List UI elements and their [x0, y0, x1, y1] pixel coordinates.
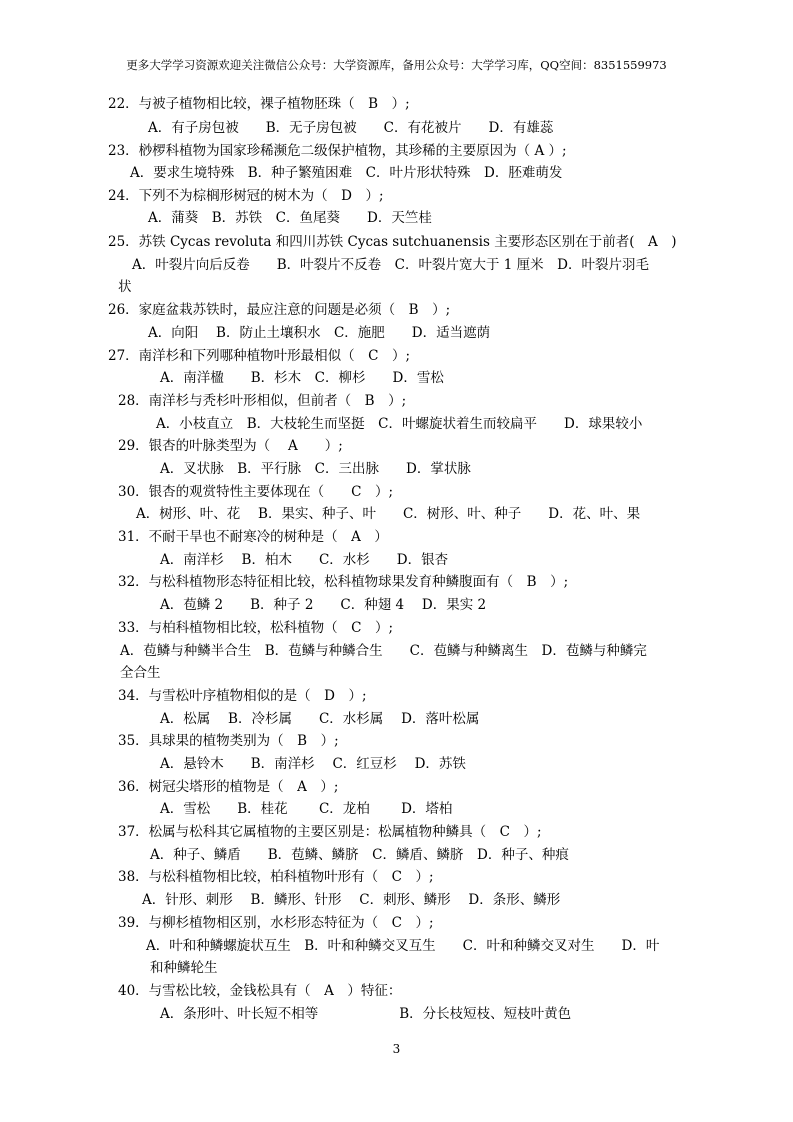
question-25-options: A．叶裂片向后反卷 B．叶裂片不反卷 C．叶裂片宽大于 1 厘米 D．叶裂片羽毛	[132, 257, 649, 273]
question-22: 22．与被子植物相比较，裸子植物胚珠（ B ）;	[108, 96, 410, 112]
question-33: 33．与柏科植物相比较，松科植物（ C ）;	[118, 620, 394, 636]
question-26: 26．家庭盆栽苏铁时，最应注意的问题是必须（ B ）;	[108, 302, 451, 318]
question-24-options: A．蒲葵 B．苏铁 C．鱼尾葵 D．天竺桂	[148, 210, 432, 226]
question-32-options: A．苞鳞 2 B．种子 2 C．种翅 4 D．果实 2	[160, 597, 487, 613]
question-31-options: A．南洋杉 B．柏木 C．水杉 D．银杏	[160, 552, 449, 568]
question-27-options: A．南洋楹 B．杉木 C．柳杉 D．雪松	[160, 370, 444, 386]
question-22-options: A．有子房包被 B．无子房包被 C．有花被片 D．有雄蕊	[148, 120, 554, 136]
question-38: 38．与松科植物相比较，柏科植物叶形有（ C ）;	[118, 869, 434, 885]
question-34: 34．与雪松叶序植物相似的是（ D ）;	[118, 688, 367, 704]
question-31: 31．不耐干旱也不耐寒冷的树种是（ A ）	[118, 529, 388, 545]
question-24: 24．下列不为棕榈形树冠的树木为（ D ）;	[108, 188, 384, 204]
question-34-options: A．松属 B．冷杉属 C．水杉属 D．落叶松属	[160, 711, 480, 727]
question-38-options: A．针形、刺形 B．鳞形、针形 C．刺形、鳞形 D．条形、鳞形	[142, 892, 561, 908]
question-39-options-cont: 和种鳞轮生	[150, 960, 218, 976]
question-29-options: A．叉状脉 B．平行脉 C．三出脉 D．掌状脉	[160, 461, 471, 477]
page-number: 3	[392, 1042, 401, 1056]
question-39: 39．与柳杉植物相区别，水杉形态特征为（ C ）;	[118, 915, 434, 931]
question-26-options: A．向阳 B．防止土壤积水 C．施肥 D．适当遮荫	[148, 325, 491, 341]
question-25-options-cont: 状	[118, 279, 132, 295]
question-40-options: A．条形叶、叶长短不相等 B．分长枝短枝、短枝叶黄色	[160, 1006, 572, 1022]
question-35: 35．具球果的植物类别为（ B ）;	[118, 733, 339, 749]
question-32: 32．与松科植物形态特征相比较，松科植物球果发育种鳞腹面有（ B ）;	[118, 574, 569, 590]
question-28-options: A．小枝直立 B．大枝轮生而坚挺 C．叶螺旋状着生而较扁平 D．球果较小	[156, 416, 643, 432]
question-39-options: A．叶和种鳞螺旋状互生 B．叶和种鳞交叉互生 C．叶和种鳞交叉对生 D．叶	[146, 938, 660, 954]
question-36-options: A．雪松 B．桂花 C．龙柏 D．塔柏	[160, 801, 453, 817]
question-35-options: A．悬铃木 B．南洋杉 C．红豆杉 D．苏铁	[160, 756, 466, 772]
question-36: 36．树冠尖塔形的植物是（ A ）;	[118, 779, 339, 795]
question-40: 40．与雪松比较，金钱松具有（ A ）特征：	[118, 983, 402, 999]
question-30: 30．银杏的观赏特性主要体现在（ C ）;	[118, 484, 394, 500]
question-30-options: A．树形、叶、花 B．果实、种子、叶 C．树形、叶、种子 D．花、叶、果	[136, 506, 641, 522]
question-37: 37．松属与松科其它属植物的主要区别是：松属植物种鳞具（ C ）;	[118, 824, 542, 840]
question-23-options: A．要求生境特殊 B．种子繁殖困难 C．叶片形状特殊 D．胚难萌发	[130, 165, 563, 181]
question-23: 23．桫椤科植物为国家珍稀濒危二级保护植物，其珍稀的主要原因为（ A ）;	[108, 143, 567, 159]
question-37-options: A．种子、鳞盾 B．苞鳞、鳞脐 C．鳞盾、鳞脐 D．种子、种痕	[150, 847, 569, 863]
question-29: 29．银杏的叶脉类型为（ A ）;	[118, 438, 343, 454]
question-33-options: A．苞鳞与种鳞半合生 B．苞鳞与种鳞合生 C．苞鳞与种鳞离生 D．苞鳞与种鳞完	[120, 643, 647, 659]
question-33-options-cont: 全合生	[120, 665, 161, 681]
page-header: 更多大学学习资源欢迎关注微信公众号：大学资源库，备用公众号：大学学习库，QQ空间：8351559973	[126, 58, 667, 72]
question-28: 28．南洋杉与秃杉叶形相似，但前者（ B ）;	[118, 393, 407, 409]
question-27: 27．南洋杉和下列哪种植物叶形最相似（ C ）;	[108, 348, 411, 364]
question-25: 25．苏铁 Cycas revoluta 和四川苏铁 Cycas sutchuanensis 主要形态区别在于前者( A )	[108, 234, 677, 250]
